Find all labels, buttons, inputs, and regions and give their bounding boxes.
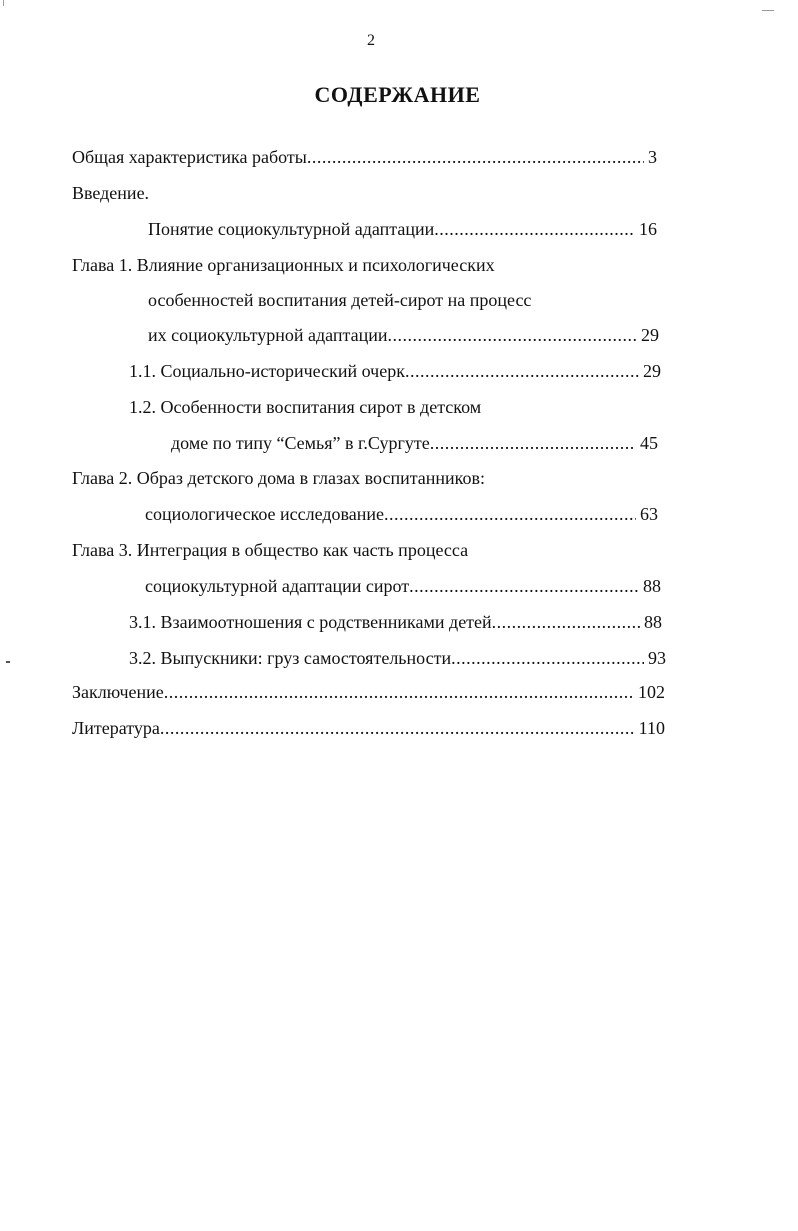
toc-title: СОДЕРЖАНИЕ	[314, 82, 481, 107]
toc-entry-general	[72, 146, 657, 168]
toc-entry-section-3-2	[129, 647, 666, 669]
toc-entry-chapter1	[148, 324, 659, 346]
toc-chapter2-line1: Глава 2. Образ детского дома в глазах воспитанников:	[72, 468, 486, 488]
scan-artifact	[3, 0, 4, 6]
toc-entry-text: их социокультурной адаптации	[148, 325, 388, 345]
toc-entry-section-3-1	[129, 611, 662, 633]
toc-entry-chapter3	[145, 575, 661, 597]
toc-entry-intro-concept	[148, 218, 657, 240]
toc-entry-page: 102	[638, 682, 665, 702]
toc-entry-text: Понятие социокультурной адаптации	[148, 219, 435, 239]
toc-section-1-2-line1: 1.2. Особенности воспитания сирот в детском	[129, 397, 482, 417]
dot-leader	[307, 146, 644, 168]
dot-leader	[384, 503, 636, 525]
toc-entry-text: Общая характеристика работы	[72, 147, 307, 167]
page-number: 2	[367, 32, 375, 49]
scan-artifact	[6, 661, 10, 663]
toc-entry-page: 93	[648, 648, 666, 668]
dot-leader	[388, 324, 638, 346]
toc-entry-text: Заключение	[72, 682, 164, 702]
toc-entry-section-1-1	[129, 360, 661, 382]
dot-leader	[409, 575, 639, 597]
toc-entry-chapter2	[145, 503, 658, 525]
toc-entry-section-1-2	[171, 432, 658, 454]
toc-entry-text: 1.1. Социально-исторический очерк	[129, 361, 405, 381]
toc-entry-text: социологическое исследование	[145, 504, 385, 524]
dot-leader	[451, 647, 644, 669]
toc-entry-text: 3.1. Взаимоотношения с родственниками детей	[129, 612, 492, 632]
toc-heading-intro: Введение.	[72, 183, 150, 203]
toc-entry-page: 29	[641, 325, 659, 345]
dot-leader	[430, 432, 636, 454]
toc-entry-literature	[72, 717, 665, 739]
toc-entry-text: 3.2. Выпускники: груз самостоятельности	[129, 648, 452, 668]
toc-entry-text: социокультурной адаптации сирот	[145, 576, 410, 596]
toc-entry-page: 29	[643, 361, 661, 381]
toc-chapter3-line1: Глава 3. Интеграция в общество как часть процесса	[72, 540, 469, 560]
dot-leader	[492, 611, 640, 633]
toc-entry-page: 110	[638, 718, 665, 738]
dot-leader	[405, 360, 639, 382]
dot-leader	[164, 681, 634, 703]
toc-entry-text: Литература	[72, 718, 160, 738]
toc-chapter1-line1: Глава 1. Влияние организационных и психологических	[72, 255, 495, 275]
toc-chapter1-line2: особенностей воспитания детей-сирот на процесс	[148, 290, 532, 310]
toc-entry-text: доме по типу “Семья” в г.Сургуте	[171, 433, 430, 453]
toc-entry-page: 63	[640, 504, 658, 524]
toc-entry-page: 16	[639, 219, 657, 239]
scan-artifact	[762, 10, 774, 11]
toc-entry-conclusion	[72, 681, 665, 703]
toc-entry-page: 3	[648, 147, 657, 167]
toc-entry-page: 88	[643, 576, 661, 596]
toc-entry-page: 88	[644, 612, 662, 632]
dot-leader	[434, 218, 635, 240]
toc-entry-page: 45	[640, 433, 658, 453]
dot-leader	[160, 717, 635, 739]
